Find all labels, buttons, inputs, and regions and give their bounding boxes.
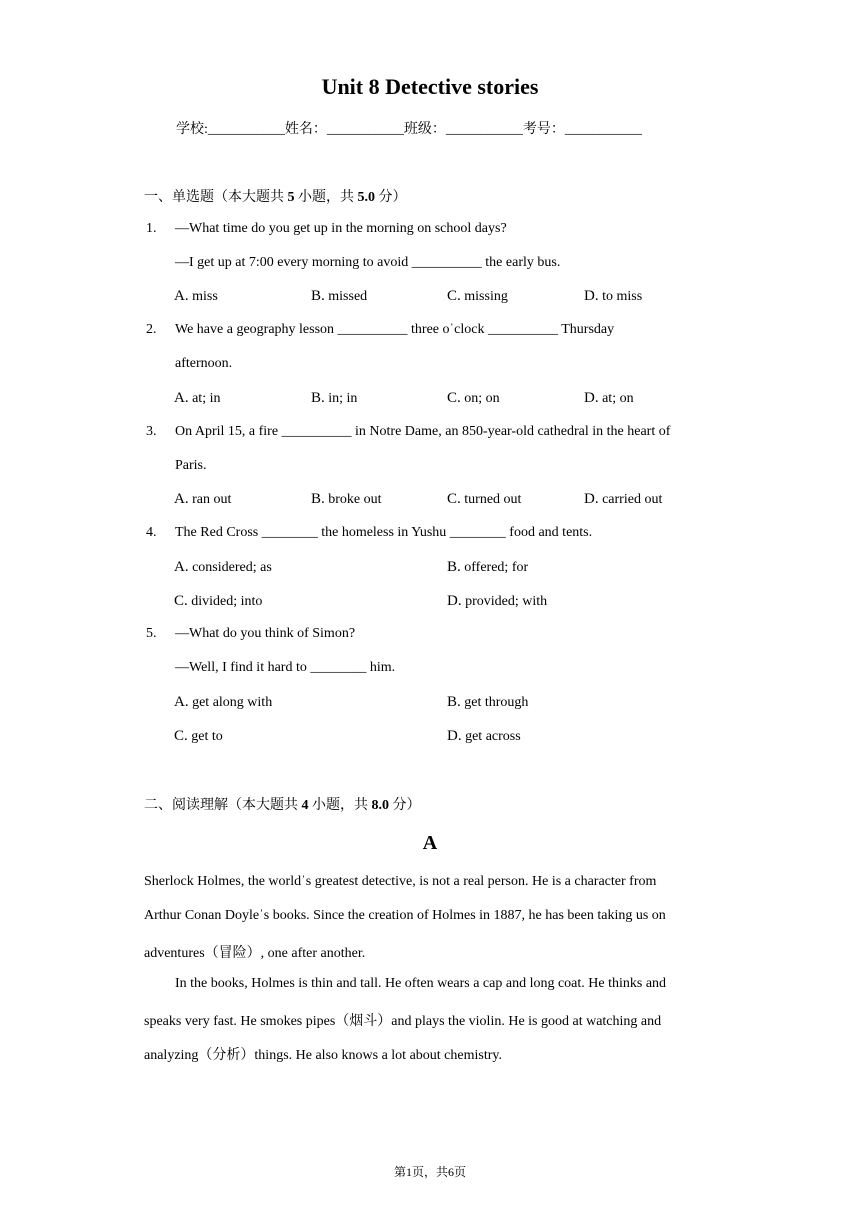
option-a: A. at; in <box>174 390 221 406</box>
option-b: B. missed <box>311 288 368 304</box>
option-c: C. turned out <box>447 491 522 507</box>
option-a: A. miss <box>174 288 218 304</box>
option-d: D. to miss <box>584 288 643 304</box>
question-text: —I get up at 7:00 every morning to avoid __________ the early bus. <box>175 255 561 270</box>
passage-label: A <box>422 832 438 854</box>
question-number: 5. <box>146 626 157 641</box>
question-number: 1. <box>146 221 157 236</box>
option-a: A. ran out <box>174 491 232 507</box>
question-text: Paris. <box>175 458 207 473</box>
question-text: —What do you think of Simon? <box>175 626 356 641</box>
passage-line: In the books, Holmes is thin and tall. He often wears a cap and long coat. He thinks and <box>175 976 667 991</box>
option-b: B. in; in <box>311 390 358 406</box>
question-number: 3. <box>146 424 157 439</box>
passage-line: Arthur Conan Doyleˈs books. Since the creation of Holmes in 1887, he has been taking us on <box>144 908 666 923</box>
question-text: On April 15, a fire __________ in Notre Dame, an 850-year-old cathedral in the heart of <box>175 424 671 439</box>
question-number: 4. <box>146 525 157 540</box>
question-text: afternoon. <box>175 356 233 371</box>
option-c: C. divided; into <box>174 593 263 609</box>
section-heading-reading: 二、阅读理解（本大题共 4 小题，共 8.0 分） <box>144 798 421 813</box>
option-d: D. at; on <box>584 390 634 406</box>
option-b: B. broke out <box>311 491 382 507</box>
option-b: B. offered; for <box>447 559 529 575</box>
passage-line: adventures（冒险）, one after another. <box>144 946 366 961</box>
option-c: C. on; on <box>447 390 500 406</box>
section-heading-single-choice: 一、单选题（本大题共 5 小题，共 5.0 分） <box>144 190 407 205</box>
question-text: We have a geography lesson __________ three oˈclock __________ Thursday <box>175 322 615 337</box>
option-a: A. considered; as <box>174 559 272 575</box>
option-d: D. get across <box>447 728 521 744</box>
page-title: Unit 8 Detective stories <box>321 74 539 99</box>
page-footer: 第1页，共6页 <box>393 1165 466 1179</box>
student-info-line: 学校:___________姓名：___________班级：___________考号：___________ <box>176 122 642 137</box>
question-text: The Red Cross ________ the homeless in Yushu ________ food and tents. <box>175 525 593 540</box>
passage-line: speaks very fast. He smokes pipes（烟斗）and plays the violin. He is good at watching and <box>144 1014 662 1029</box>
question-text: —What time do you get up in the morning on school days? <box>175 221 507 236</box>
option-d: D. carried out <box>584 491 663 507</box>
passage-line: analyzing（分析）things. He also knows a lot about chemistry. <box>144 1048 502 1063</box>
question-number: 2. <box>146 322 157 337</box>
option-d: D. provided; with <box>447 593 548 609</box>
question-text: —Well, I find it hard to ________ him. <box>175 660 396 675</box>
option-c: C. get to <box>174 728 223 744</box>
passage-line: Sherlock Holmes, the worldˈs greatest detective, is not a real person. He is a character from <box>144 874 657 889</box>
option-a: A. get along with <box>174 694 273 710</box>
option-b: B. get through <box>447 694 529 710</box>
option-c: C. missing <box>447 288 508 304</box>
